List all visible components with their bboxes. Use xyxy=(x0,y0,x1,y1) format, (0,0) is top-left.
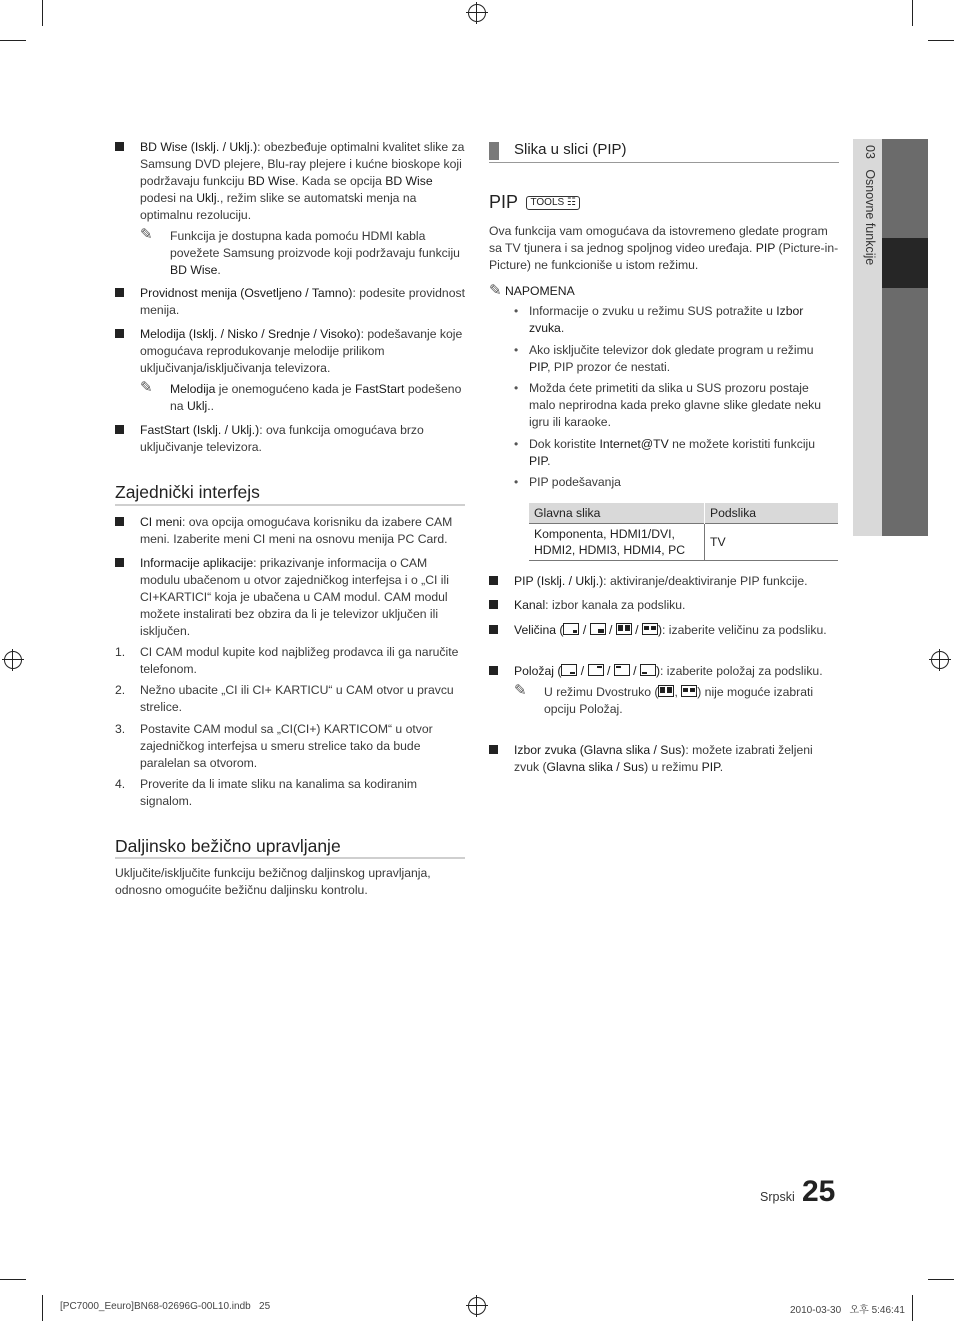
bullet xyxy=(115,329,124,338)
bullet xyxy=(489,745,498,754)
note-item: • Možda ćete primetiti da slika u SUS prozoru postaje malo neprirodna kada preko glavne slike gledate neku igru ili karaoke. xyxy=(514,381,822,429)
registration-mark-icon xyxy=(4,651,22,669)
note-header: ✎ NAPOMENA xyxy=(489,282,575,299)
note-pencil-icon: ✎ xyxy=(489,282,502,299)
section-title-ci: Zajednički interfejs xyxy=(115,482,260,502)
pip-bottom-right-icon xyxy=(561,664,577,676)
step-item: 2. Nežno ubacite „CI ili CI+ KARTICU“ u CAM otvor u pravcu strelice. xyxy=(115,683,454,714)
app-info-item: Informacije aplikacije: prikazivanje informacija o CAM modulu ubačenom u otvor zajedničkog interfejsa i o „CI ili CI+KARTICI“ koja je ubačena u CAM modul. CAM modul možete instalirati bez obzira da li je televizor uključen ili isključen. xyxy=(115,555,467,640)
note-pencil-icon: ✎ xyxy=(514,682,527,699)
bullet xyxy=(115,288,124,297)
crop-mark xyxy=(928,1279,954,1280)
melody-item: Melodija (Isklj. / Nisko / Srednje / Visoko): podešavanje koje omogućava reprodukovanje melodije prilikom uključivanja/isključivanja televizora. ✎ Melodija je onemogućeno kada je FastStart podešeno na Uklj.. xyxy=(115,326,467,415)
crop-mark xyxy=(42,0,43,26)
side-tab-label: Osnovne funkcije xyxy=(863,169,877,266)
bullet xyxy=(115,517,124,526)
section-rule xyxy=(489,162,839,163)
bullet xyxy=(489,666,498,675)
tools-icon: ☷ xyxy=(566,197,576,208)
crop-mark xyxy=(0,1279,26,1280)
bullet xyxy=(489,600,498,609)
bullet xyxy=(489,576,498,585)
pip-small-icon xyxy=(563,623,579,635)
registration-mark-icon xyxy=(468,4,486,22)
crop-mark xyxy=(928,40,954,41)
side-tab-number: 03 xyxy=(863,145,877,159)
pip-settings-table xyxy=(529,503,838,561)
sound-select-item: Izbor zvuka (Glavna slika / Sus): možete izabrati željeni zvuk (Glavna slika / Sus) u režimu PIP. xyxy=(489,742,839,776)
note-item: • Dok koristite Internet@TV ne možete koristiti funkciju PIP. xyxy=(514,437,816,468)
side-tab-dark xyxy=(882,139,928,536)
note-item: • Ako isključite televizor dok gledate program u režimu PIP, PIP prozor će nestati. xyxy=(514,343,814,374)
position-item: Položaj ( / / / ): izaberite položaj za podsliku. ✎ U režimu Dvostruko ( , ) nije moguće izabrati opciju Položaj. xyxy=(489,663,839,718)
crop-mark xyxy=(42,1295,43,1321)
remote-text: Uključite/isključite funkciju bežičnog daljinskog upravljanja, odnosno omogućite bežičnu daljinsku kontrolu. xyxy=(115,866,431,897)
pip-double-icon xyxy=(658,685,674,697)
channel-item: Kanal: izbor kanala za podsliku. xyxy=(489,597,839,614)
language-label: Srpski xyxy=(760,1190,795,1204)
size-item: Veličina ( / / / ): izaberite veličinu za podsliku. xyxy=(489,622,839,639)
step-item: 1. CI CAM modul kupite kod najbližeg prodavca ili ga naručite telefonom. xyxy=(115,645,459,676)
note-pencil-icon: ✎ xyxy=(140,379,153,396)
pip-title: PIP xyxy=(489,192,519,212)
section-title-remote: Daljinsko bežično upravljanje xyxy=(115,836,341,856)
pip-medium-icon xyxy=(590,623,606,635)
crop-mark xyxy=(912,1295,913,1321)
table-cell: TV xyxy=(710,535,726,549)
registration-mark-icon xyxy=(468,1297,486,1315)
side-tab-marker xyxy=(882,238,928,288)
note-pencil-icon: ✎ xyxy=(140,226,153,243)
pip-top-left-icon xyxy=(614,664,630,676)
note-item: • Informacije o zvuku u režimu SUS potražite u Izbor zvuka. xyxy=(514,304,804,335)
section-rule xyxy=(115,857,465,859)
print-footer-right: 2010-03-30 오후 5:46:41 xyxy=(790,1305,905,1316)
pip-double-wide-icon xyxy=(642,623,658,635)
bd-wise-item: BD Wise (Isklj. / Uklj.): obezbeđuje optimalni kvalitet slike za Samsung DVD plejere, Blu-ray plejere i kućne bioskope koji podržavaju funkciju BD Wise. Kada se opcija BD Wise podesi na Uklj., režim slike se automatski menja na optimalnu rezoluciju. ✎ Funkcija je dostupna kada pomoću HDMI kabla povežete Samsung proizvode koji podržavaju funkciju BD Wise. xyxy=(115,139,467,279)
note-item: • PIP podešavanja xyxy=(514,475,621,489)
table-header: Glavna slika xyxy=(529,503,705,524)
pip-top-right-icon xyxy=(588,664,604,676)
step-item: 3. Postavite CAM modul sa „CI(CI+) KARTICOM“ u otvor zajedničkog interfejsa u smeru strelice tako da bude paralelan sa otvorom. xyxy=(115,722,433,770)
pip-intro: Ova funkcija vam omogućava da istovremeno gledate program sa TV tjunera i sa jednog spoljnog video uređaja. PIP (Picture-in-Picture) ne funkcioniše u istom režimu. xyxy=(489,224,839,272)
pip-bottom-left-icon xyxy=(640,664,656,676)
bullet xyxy=(115,142,124,151)
print-footer-left: [PC7000_Eeuro]BN68-02696G-00L10.indb 25 xyxy=(60,1301,271,1312)
crop-mark xyxy=(0,40,26,41)
pip-toggle-item: PIP (Isklj. / Uklj.): aktiviranje/deaktiviranje PIP funkcije. xyxy=(489,573,839,590)
faststart-item: FastStart (Isklj. / Uklj.): ova funkcija omogućava brzo uključivanje televizora. xyxy=(115,422,467,456)
side-tab-text xyxy=(860,145,880,345)
tools-badge: TOOLS ☷ xyxy=(526,196,579,210)
section-rule xyxy=(115,504,465,506)
registration-mark-icon xyxy=(931,651,949,669)
ci-menu-item: CI meni: ova opcija omogućava korisniku da izabere CAM meni. Izaberite meni CI meni na osnovu menija PC Card. xyxy=(115,514,467,548)
pip-double-icon xyxy=(616,623,632,635)
table-cell: Komponenta, HDMI1/DVI, HDMI2, HDMI3, HDMI4, PC xyxy=(529,524,705,561)
table-header: Podslika xyxy=(710,506,757,520)
pip-heading xyxy=(489,192,580,213)
pip-double-wide-icon xyxy=(681,685,697,697)
menu-transparency-item: Providnost menija (Osvetljeno / Tamno): podesite providnost menija. xyxy=(115,285,467,319)
bullet xyxy=(115,558,124,567)
section-title-pip: Slika u slici (PIP) xyxy=(514,141,627,158)
bullet xyxy=(489,625,498,634)
page-number: 25 xyxy=(802,1175,836,1208)
section-marker xyxy=(489,142,499,160)
crop-mark xyxy=(912,0,913,26)
bullet xyxy=(115,425,124,434)
step-item: 4. Proverite da li imate sliku na kanalima sa kodiranim signalom. xyxy=(115,777,418,808)
